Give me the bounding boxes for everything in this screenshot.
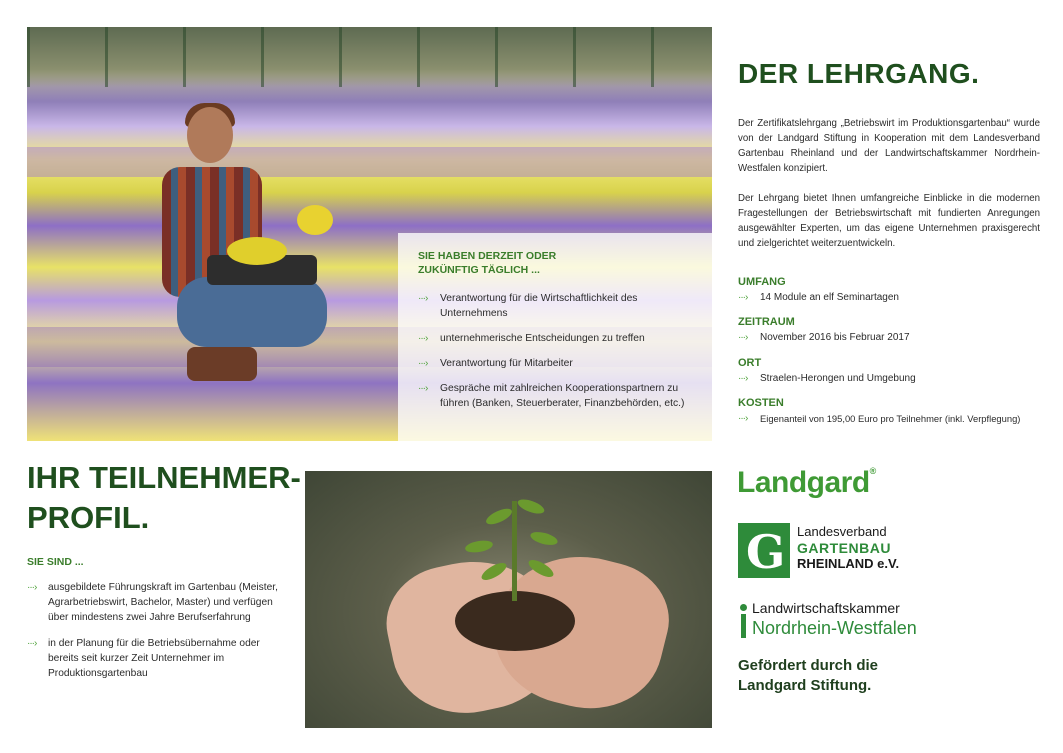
dotted-arrow-icon: ···› [738,332,748,343]
dotted-arrow-icon: ···› [738,373,748,384]
list-item [27,636,282,681]
logo-line: Nordrhein-Westfalen [752,618,917,638]
list-item-text: unternehmerische Entscheidungen zu treffen [440,333,645,344]
overlay-heading [418,249,698,277]
overlay-heading-line: ZUKÜNFTIG TÄGLICH ... [418,264,540,276]
sponsor-line: Gefördert durch die [738,657,879,674]
fact-value-text: November 2016 bis Februar 2017 [760,332,910,343]
fact-label-kosten: KOSTEN [738,397,784,409]
lvg-logo-mark [738,523,790,578]
fact-value-zeitraum [738,332,910,343]
dotted-arrow-icon: ···› [418,333,428,344]
leaf [516,497,546,517]
dotted-arrow-icon: ···› [418,293,428,304]
dotted-arrow-icon: ···› [418,358,428,369]
fact-label-ort: ORT [738,357,762,369]
fact-value-ort [738,373,916,384]
lvg-logo-text [797,524,899,572]
overlay-box [398,233,712,441]
fact-value-text: Straelen-Herongen und Umgebung [760,373,916,384]
section-title: DER LEHRGANG. [738,58,980,89]
fact-label-zeitraum: ZEITRAUM [738,316,795,328]
logo-line: RHEINLAND e.V. [797,556,900,571]
overlay-list [418,291,698,421]
seedling-stem [512,501,517,601]
fact-value-kosten [738,413,1020,424]
list-item-text: Verantwortung für Mitarbeiter [440,358,573,369]
fact-label-umfang: UMFANG [738,276,786,288]
dotted-arrow-icon: ···› [27,638,37,649]
list-item [418,356,698,371]
lwk-logo-text [752,600,917,639]
logo-line: Landesverband [797,524,887,539]
logo-line: Landwirtschaftskammer [752,600,900,616]
list-item [27,580,282,625]
description-paragraph: Der Lehrgang bietet Ihnen umfangreiche Einblicke in die modernen Fragestellungen der Betriebswirtschaft mit fundierten Anregungen ausgewählter Experten, um das eigene Unternehmen praxisgerecht und zielgerichtet weiterzuentwickeln. [738,193,1040,249]
fence [27,27,712,87]
fact-value-text: 14 Module an elf Seminartagen [760,292,899,303]
list-item [418,381,698,411]
dotted-arrow-icon: ···› [418,383,428,394]
leaf [484,506,514,528]
landgard-logo [737,466,876,500]
overlay-heading-line: SIE HABEN DERZEIT ODER [418,250,557,262]
list-item-text: ausgebildete Führungskraft im Gartenbau (Meister, Agrarbetriebswirt, Bachelor, Master) und verfügen über mindestens zwei Jahre Berufserfahrung [48,582,278,623]
sponsor-note [738,656,878,696]
dotted-arrow-icon: ···› [738,292,748,303]
lwk-logo-mark [740,604,747,638]
hands-seedling-photo [305,471,712,728]
dotted-arrow-icon: ···› [738,413,748,424]
list-item [418,331,698,346]
leaf [464,539,493,555]
list-item-text: Verantwortung für die Wirtschaftlichkeit des Unternehmens [440,293,638,319]
profile-list [27,580,282,692]
logo-letter: G [746,525,786,579]
fact-value-text: Eigenanteil von 195,00 Euro pro Teilnehmer (inkl. Verpflegung) [760,413,1021,424]
list-item-text: Gespräche mit zahlreichen Kooperationspartnern zu führen (Banken, Steuerberater, Finanzbehörden, etc.) [440,383,685,409]
sponsor-line: Landgard Stiftung. [738,677,872,694]
leaf [529,530,559,548]
profile-title-line: IHR TEILNEHMER- [27,460,301,495]
fact-value-umfang [738,292,899,303]
profile-title [27,458,301,538]
flower-bed [27,147,712,177]
list-item-text: in der Planung für die Betriebsübernahme oder bereits seit kurzer Zeit Unternehmer im Produktionsgartenbau [48,638,260,679]
intro-paragraph: Der Zertifikatslehrgang „Betriebswirt im Produktionsgartenbau“ wurde von der Landgard Stiftung in Kooperation mit dem Landesverband Gartenbau Rheinland und der Landwirtschaftskammer Nordrhein-Westfalen konzipiert. [738,118,1040,174]
list-item [418,291,698,321]
logo-text: Landgard [737,466,870,499]
dotted-arrow-icon: ···› [27,582,37,593]
logo-line: GARTENBAU [797,540,891,556]
profile-title-line: PROFIL. [27,500,150,535]
registered-mark: ® [869,466,876,476]
profile-subhead: SIE SIND ... [27,556,84,568]
